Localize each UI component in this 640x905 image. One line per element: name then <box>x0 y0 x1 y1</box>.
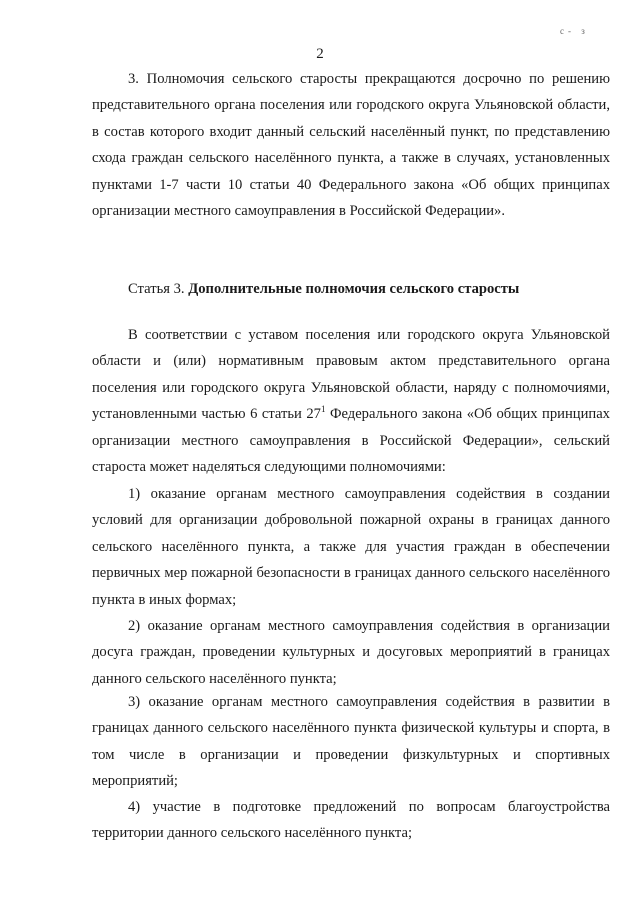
list-item-4: 4) участие в подготовке предложений по вопросам благоустройства территории данного сельского населённого пункта; <box>92 799 610 842</box>
paragraph-2-part-a: В соответствии с уставом поселения или городского округа Ульяновской области и (или) нормативным правовым актом представительного органа поселения или городского округа Ульяновской области, наряду с полномочиями, установленными частью 6 статьи 27 <box>92 327 610 423</box>
page-number: 2 <box>316 46 324 62</box>
list-item-1: 1) оказание органам местного самоуправления содействия в создании условий для организации добровольной пожарной охраны в границах данного сельского населённого пункта, а также для участия граждан в обеспечении первичных мер пожарной безопасности в границах данного сельского населённого пункта в иных формах; <box>92 486 610 608</box>
paragraph-1: 3. Полномочия сельского старосты прекращаются досрочно по решению представительного органа поселения или городского округа Ульяновской области, в состав которого входит данный сельский населённый пункт, по представлению схода граждан сельского населённого пункта, а также в случаях, установленных пунктами 1-7 части 10 статьи 40 Федерального закона «Об общих принципах организации местного самоуправления в Российской Федерации». <box>92 71 610 220</box>
corner-mark: с- з <box>560 26 589 36</box>
list-item-3: 3) оказание органам местного самоуправления содействия в развитии в границах данного сельского населённого пункта физической культуры и спорта, в том числе в организации и проведении физкультурных и спортивных мероприятий; <box>92 694 610 790</box>
article-title: Дополнительные полномочия сельского старосты <box>188 281 520 297</box>
paragraph-2 <box>92 322 610 480</box>
article-heading <box>128 276 519 302</box>
superscript-one: 1 <box>320 404 326 415</box>
paragraph-2-part-b: Федерального закона «Об общих принципах организации местного самоуправления в Российской Федерации», сельский староста может наделяться следующими полномочиями: <box>92 406 610 476</box>
article-number: Статья 3. <box>128 281 185 297</box>
list-item-2: 2) оказание органам местного самоуправления содействия в организации досуга граждан, проведении культурных и досуговых мероприятий в границах данного сельского населённого пункта; <box>92 618 610 687</box>
